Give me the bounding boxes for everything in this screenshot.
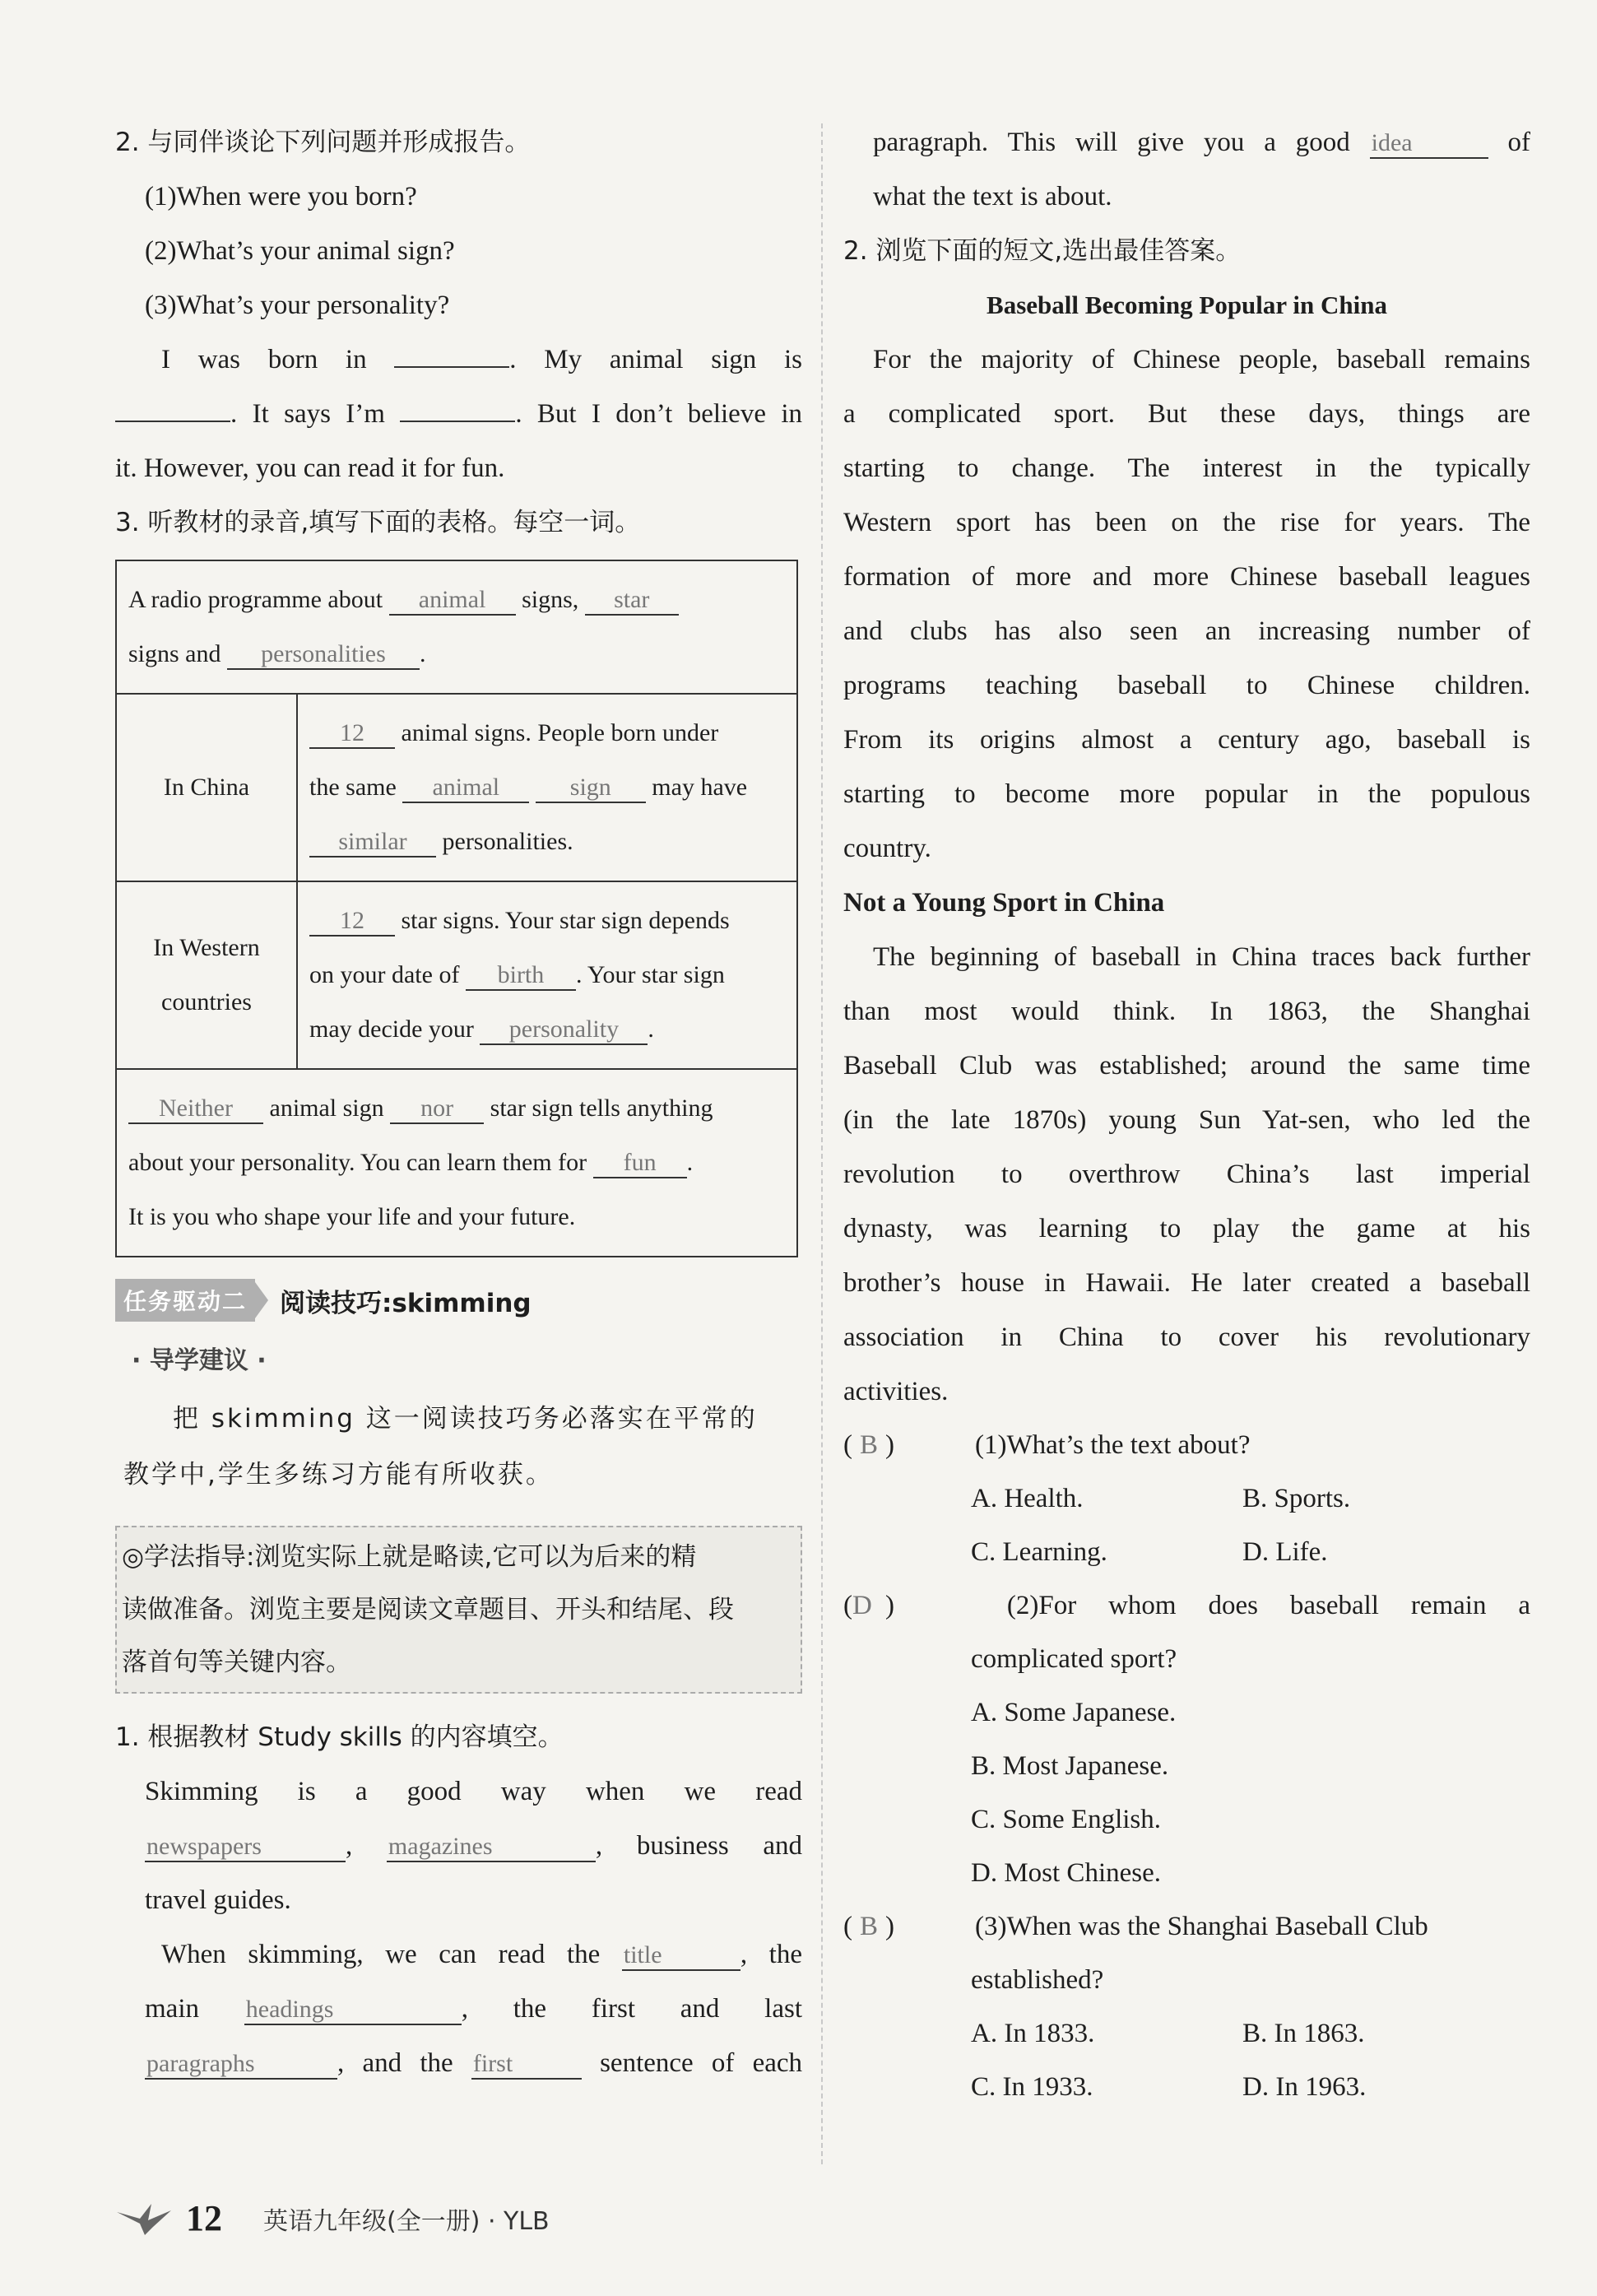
fill-star[interactable]: star — [585, 586, 679, 616]
left-column — [115, 115, 802, 2090]
fill-newspapers[interactable]: newspapers — [145, 1833, 346, 1862]
table-row — [116, 694, 797, 881]
table-row — [116, 560, 797, 694]
passage-subheading: Not a Young Sport in China — [843, 888, 1165, 918]
fill-animal-2[interactable]: animal — [402, 774, 529, 803]
fill-title[interactable]: title — [622, 1941, 740, 1971]
table-row — [116, 881, 797, 1069]
fill-personality[interactable]: personality — [480, 1016, 648, 1045]
table-cell-west: 12 star signs. Your star sign depends on your date of birth . Your star sign may decide your personality . — [297, 881, 797, 1069]
listening-table — [115, 560, 798, 1257]
fill-first[interactable]: first — [471, 2050, 582, 2080]
continuation-line-1: paragraph. This will give you a good idea of — [873, 128, 1531, 157]
q1-line-6: paragraphs , and the first sentence of each — [146, 2048, 803, 2078]
q2-item-2: (2)What’s your animal sign? — [145, 236, 455, 266]
fill-12-star[interactable]: 12 — [309, 907, 395, 937]
fill-sign[interactable]: sign — [536, 774, 646, 803]
continuation-line-2: what the text is about. — [873, 182, 1112, 211]
right-column — [843, 115, 1530, 2114]
table-cell-summary: Neither animal sign nor star sign tells anything about your personality. You can learn them for fun . It is you who shape your life and your future. — [116, 1069, 797, 1257]
q2-heading: 2. 与同伴谈论下列问题并形成报告。 — [115, 128, 531, 157]
passage-title: Baseball Becoming Popular in China — [987, 290, 1387, 319]
option[interactable]: D. Most Chinese. — [971, 1858, 1161, 1888]
option[interactable]: D. Life. — [1242, 1537, 1328, 1567]
fill-neither[interactable]: Neither — [128, 1095, 263, 1124]
method-box: ◎学法指导:浏览实际上就是略读,它可以为后来的精 读做准备。浏览主要是阅读文章题目、开头和结尾、段 落首句等关键内容。 — [115, 1526, 802, 1694]
book-title: 英语九年级(全一册) · YLB — [263, 2206, 550, 2236]
task-arrow-icon — [255, 1282, 268, 1318]
fill-personalities[interactable]: personalities — [227, 640, 420, 670]
fill-animal[interactable]: animal — [389, 586, 516, 616]
option[interactable]: B. Most Japanese. — [971, 1751, 1169, 1781]
fill-magazines[interactable]: magazines — [387, 1833, 596, 1862]
fill-paragraphs[interactable]: paragraphs — [145, 2050, 337, 2080]
page-footer — [115, 2197, 550, 2239]
fill-idea[interactable]: idea — [1370, 129, 1488, 159]
task-header — [115, 1279, 802, 1322]
guide-text: 把 skimming 这一阅读技巧务必落实在平常的 教学中,学生多练习方能有所收获。 — [123, 1404, 758, 1490]
q1-heading: 1. 根据教材 Study skills 的内容填空。 — [115, 1722, 564, 1752]
table-label-west: In Western countries — [116, 881, 297, 1069]
q2-report-line-1: I was born in . My animal sign is — [115, 332, 802, 387]
option[interactable]: B. Sports. — [1242, 1484, 1351, 1513]
q1-line-4: When skimming, we can read the title , the — [161, 1940, 802, 1969]
option[interactable]: B. In 1863. — [1242, 2019, 1365, 2048]
q2-report-line-3: it. However, you can read it for fun. — [115, 453, 505, 483]
q2-reading-heading: 2. 浏览下面的短文,选出最佳答案。 — [843, 236, 1242, 266]
table-label-china: In China — [116, 694, 297, 881]
passage-paragraph-2: The beginning of baseball in China traces back further than most would think. In 1863, the Shanghai Baseball Club was established; around the same time (in the late 1870s) young Sun Yat-sen, who led the revolution to overthrow China’s last imperial dynasty, was learning to play the game at his brother’s house in Hawaii. He later created a baseball association in China to cover his revolutionary activities. — [843, 942, 1530, 1406]
q1-line-1: Skimming is a good way when we read — [145, 1777, 802, 1806]
option[interactable]: C. In 1933. — [971, 2072, 1093, 2102]
q1-line-3: travel guides. — [145, 1885, 291, 1915]
mc-question-1: ( B ) (1)What’s the text about? A. Health. B. Sports. C. Learning. D. Life. — [843, 1419, 1530, 1579]
table-cell-intro: A radio programme about animal signs, star signs and personalities . — [116, 560, 797, 694]
q2-item-3: (3)What’s your personality? — [145, 290, 450, 320]
blank-personality[interactable] — [400, 396, 515, 422]
option[interactable]: A. Health. — [971, 1484, 1084, 1513]
option[interactable]: A. Some Japanese. — [971, 1698, 1177, 1727]
answer-box[interactable]: D — [852, 1591, 872, 1620]
option[interactable]: C. Learning. — [971, 1537, 1107, 1567]
blank-animal-sign[interactable] — [115, 396, 230, 422]
answer-box[interactable]: B — [859, 1430, 878, 1460]
fill-similar[interactable]: similar — [309, 828, 436, 858]
q3-heading: 3. 听教材的录音,填写下面的表格。每空一词。 — [115, 508, 641, 537]
passage-paragraph-1: For the majority of Chinese people, baseball remains a complicated sport. But these days, things are starting to change. The interest in the typically Western sport has been on the rise for years. The formation of more and more Chinese baseball leagues and clubs has also seen an increasing number of programs teaching baseball to Chinese children. From its origins almost a century ago, baseball is starting to become more popular in the populous country. — [843, 345, 1530, 863]
blank-born[interactable] — [394, 342, 509, 368]
task-title: 阅读技巧:skimming — [280, 1288, 532, 1318]
mc-question-2: (D ) (2)For whom does baseball remain a complicated sport? A. Some Japanese. B. Most Japanese. C. Some English. D. Most Chinese. — [843, 1579, 1530, 1900]
fill-birth[interactable]: birth — [466, 961, 576, 991]
fill-fun[interactable]: fun — [593, 1149, 687, 1178]
column-divider — [821, 123, 823, 2164]
task-tag: 任务驱动二 — [115, 1279, 255, 1322]
bird-logo-icon — [115, 2201, 173, 2237]
option[interactable]: C. Some English. — [971, 1805, 1162, 1834]
option[interactable]: D. In 1963. — [1242, 2072, 1367, 2102]
guide-title: · 导学建议 · — [132, 1346, 267, 1375]
table-row — [116, 1069, 797, 1257]
fill-nor[interactable]: nor — [390, 1095, 484, 1124]
table-cell-china: 12 animal signs. People born under the same animal sign may have similar personalities. — [297, 694, 797, 881]
q2-item-1: (1)When were you born? — [145, 182, 417, 211]
fill-12-animal[interactable]: 12 — [309, 719, 395, 749]
mc-question-3: ( B ) (3)When was the Shanghai Baseball Club established? A. In 1833. B. In 1863. C. In 1933. D. In 1963. — [843, 1900, 1530, 2114]
option[interactable]: A. In 1833. — [971, 2019, 1095, 2048]
q1-line-5: main headings , the first and last — [145, 1994, 802, 2024]
q1-line-2: newspapers , magazines , business and — [146, 1831, 802, 1861]
fill-headings[interactable]: headings — [244, 1996, 462, 2025]
q2-report-line-2: . It says I’m . But I don’t believe in — [115, 387, 802, 441]
page-number: 12 — [186, 2198, 222, 2238]
answer-box[interactable]: B — [859, 1912, 878, 1941]
